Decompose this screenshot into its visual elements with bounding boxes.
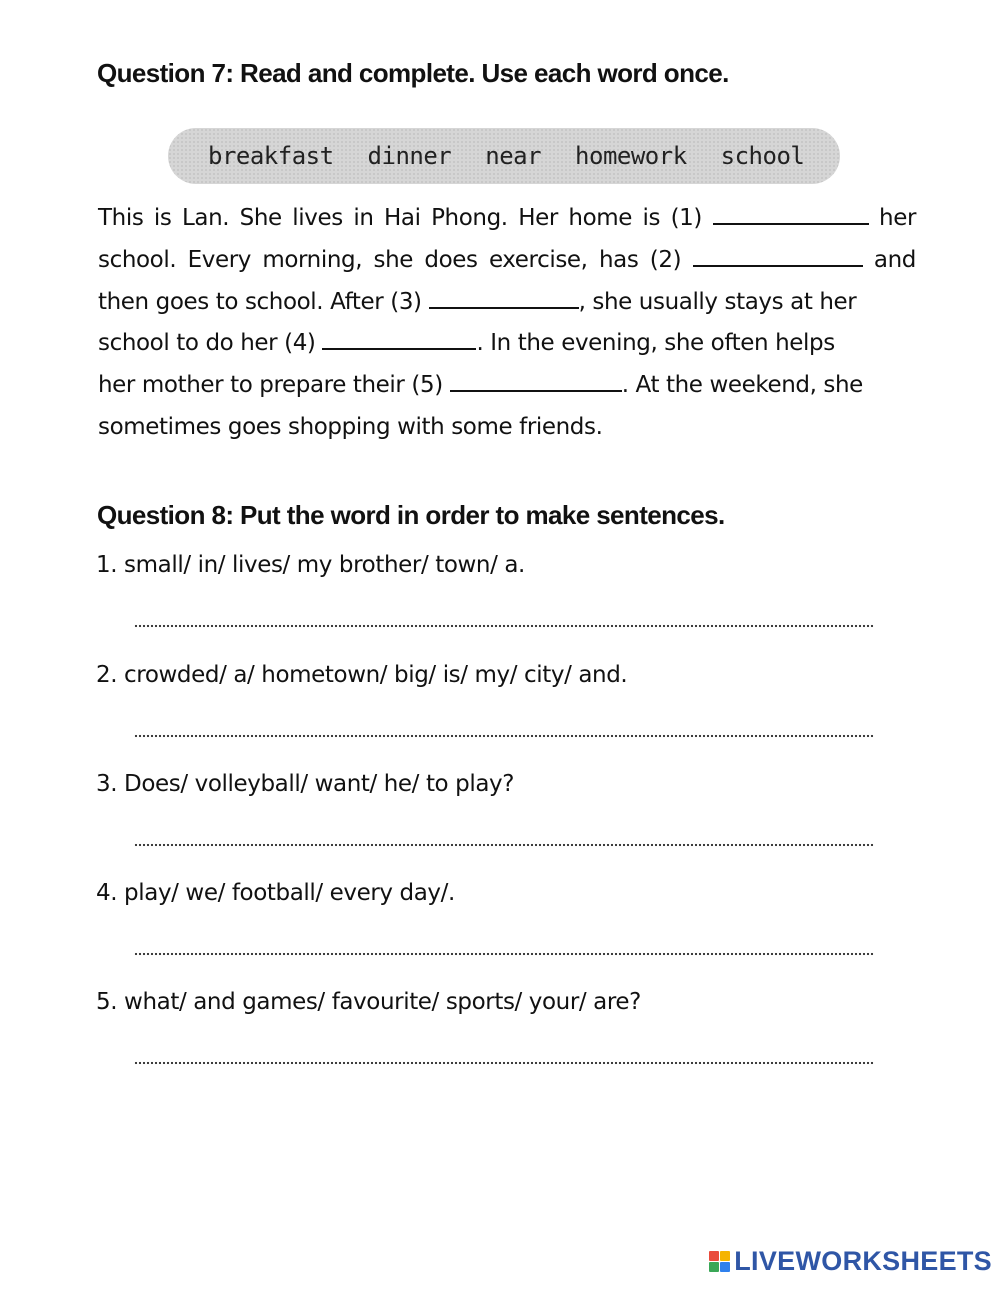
answer-blank-1[interactable]	[713, 201, 869, 225]
answer-line-1[interactable]	[134, 624, 874, 628]
logo-square	[709, 1262, 719, 1272]
answer-line-5[interactable]	[134, 1061, 874, 1065]
liveworksheets-logo-icon	[709, 1251, 730, 1272]
logo-square	[720, 1262, 730, 1272]
task-item-1: 1. small/ in/ lives/ my brother/ town/ a.	[96, 552, 525, 578]
question-8-title: Question 8: Put the word in order to make sentences.	[97, 500, 725, 530]
answer-blank-2[interactable]	[693, 243, 863, 267]
reading-passage	[98, 198, 916, 449]
answer-blank-4[interactable]	[322, 326, 476, 350]
answer-blank-5[interactable]	[450, 368, 622, 392]
liveworksheets-brand	[709, 1246, 992, 1277]
passage-line: sometimes goes shopping with some friends.	[98, 413, 603, 440]
logo-square	[709, 1251, 719, 1261]
task-item-2: 2. crowded/ a/ hometown/ big/ is/ my/ city/ and.	[96, 662, 628, 688]
task-item-4: 4. play/ we/ football/ every day/.	[96, 880, 455, 906]
task-item-5: 5. what/ and games/ favourite/ sports/ your/ are?	[96, 989, 641, 1015]
word-bank	[168, 128, 840, 184]
passage-line: school. Every morning, she does exercise, has (2) and	[98, 240, 916, 282]
word-bank-item: breakfast	[208, 142, 334, 170]
passage-line: This is Lan. She lives in Hai Phong. Her home is (1) her	[98, 198, 916, 240]
brand-name: LIVEWORKSHEETS	[734, 1246, 992, 1276]
passage-line: then goes to school. After (3) , she usually stays at her	[98, 282, 916, 324]
task-item-3: 3. Does/ volleyball/ want/ he/ to play?	[96, 771, 515, 797]
logo-square	[720, 1251, 730, 1261]
answer-line-3[interactable]	[134, 843, 874, 847]
word-bank-item: homework	[575, 142, 687, 170]
word-bank-item: near	[485, 142, 542, 170]
passage-line: school to do her (4) . In the evening, she often helps	[98, 323, 916, 365]
question-7-title: Question 7: Read and complete. Use each word once.	[97, 58, 729, 88]
word-bank-item: dinner	[367, 142, 452, 170]
answer-line-4[interactable]	[134, 952, 874, 956]
word-bank-item: school	[720, 142, 805, 170]
passage-line: her mother to prepare their (5) . At the weekend, she	[98, 365, 916, 407]
answer-line-2[interactable]	[134, 734, 874, 738]
answer-blank-3[interactable]	[429, 285, 579, 309]
